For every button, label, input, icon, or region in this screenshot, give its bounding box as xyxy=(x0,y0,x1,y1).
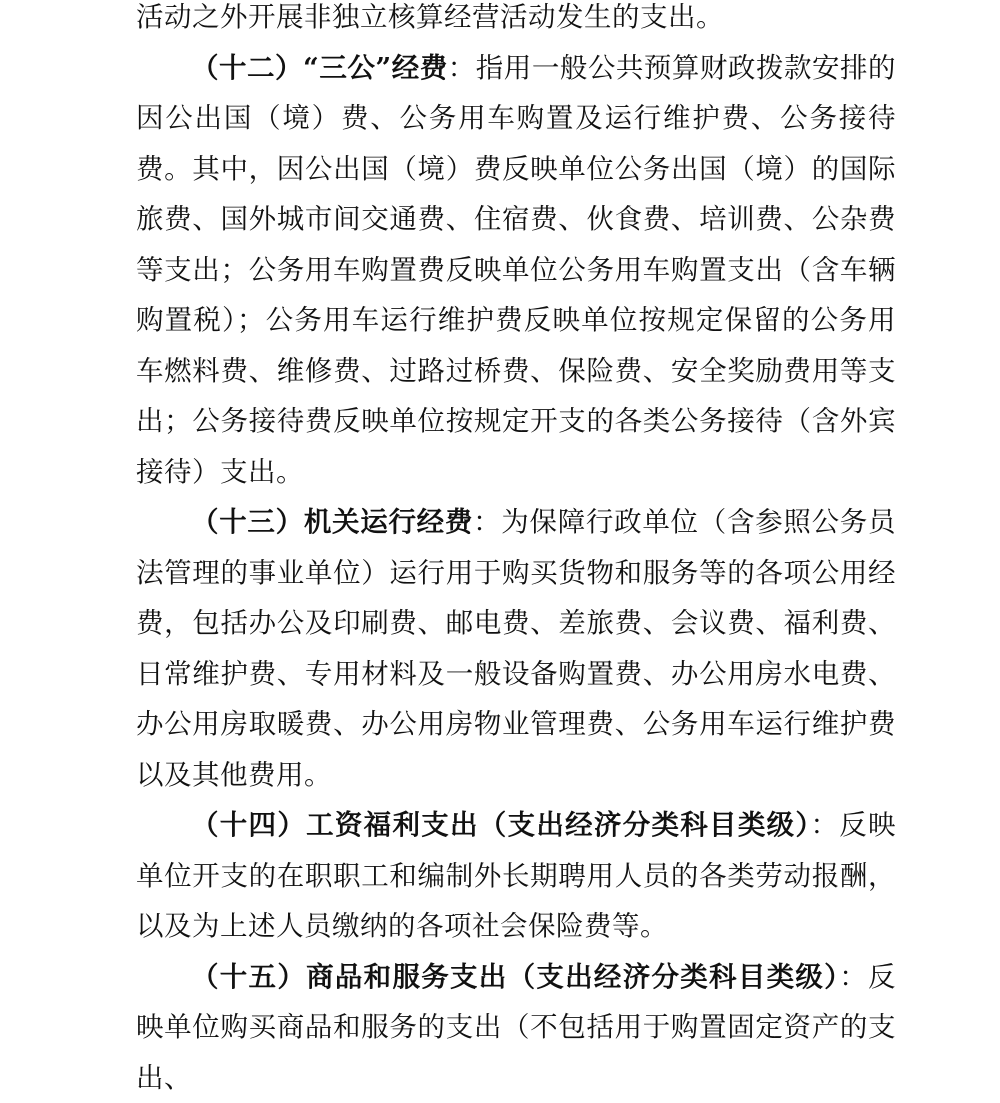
paragraph-goods-services xyxy=(136,952,896,1103)
paragraph-heading: （十四）工资福利支出（支出经济分类科目类级） xyxy=(191,809,810,841)
paragraph-continuation xyxy=(136,0,896,43)
paragraph-body: ：指用一般公共预算财政拨款安排的因公出国（境）费、公务用车购置及运行维护费、公务接待费。其中，因公出国（境）费反映单位公务出国（境）的国际旅费、国外城市间交通费、住宿费、伙食费、培训费、公杂费等支出；公务用车购置费反映单位公务用车购置支出（含车辆购置税）；公务用车运行维护费反映单位按规定保留的公务用车燃料费、维修费、过路过桥费、保险费、安全奖励费用等支出；公务接待费反映单位按规定开支的各类公务接待（含外宾接待）支出。 xyxy=(136,52,896,488)
paragraph-wages-benefits xyxy=(136,800,896,952)
paragraph-agency-operating-funds xyxy=(136,497,896,800)
paragraph-body: ：反映单位开支的在职职工和编制外长期聘用人员的各类劳动报酬，以及为上述人员缴纳的各项社会保险费等。 xyxy=(136,809,896,942)
paragraph-body: 活动之外开展非独立核算经营活动发生的支出。 xyxy=(136,1,724,33)
paragraph-body: ：反映单位购买商品和服务的支出（不包括用于购置固定资产的支出、 xyxy=(136,961,896,1094)
paragraph-body: ：为保障行政单位（含参照公务员法管理的事业单位）运行用于购买货物和服务等的各项公用经费，包括办公及印刷费、邮电费、差旅费、会议费、福利费、日常维护费、专用材料及一般设备购置费、办公用房水电费、办公用房取暖费、办公用房物业管理费、公务用车运行维护费以及其他费用。 xyxy=(136,506,896,791)
document-page xyxy=(136,0,896,1103)
paragraph-heading: （十二）“三公”经费 xyxy=(191,52,448,84)
paragraph-heading: （十五）商品和服务支出（支出经济分类科目类级） xyxy=(191,961,839,993)
paragraph-three-public-expenses xyxy=(136,43,896,498)
paragraph-heading: （十三）机关运行经费 xyxy=(191,506,473,538)
